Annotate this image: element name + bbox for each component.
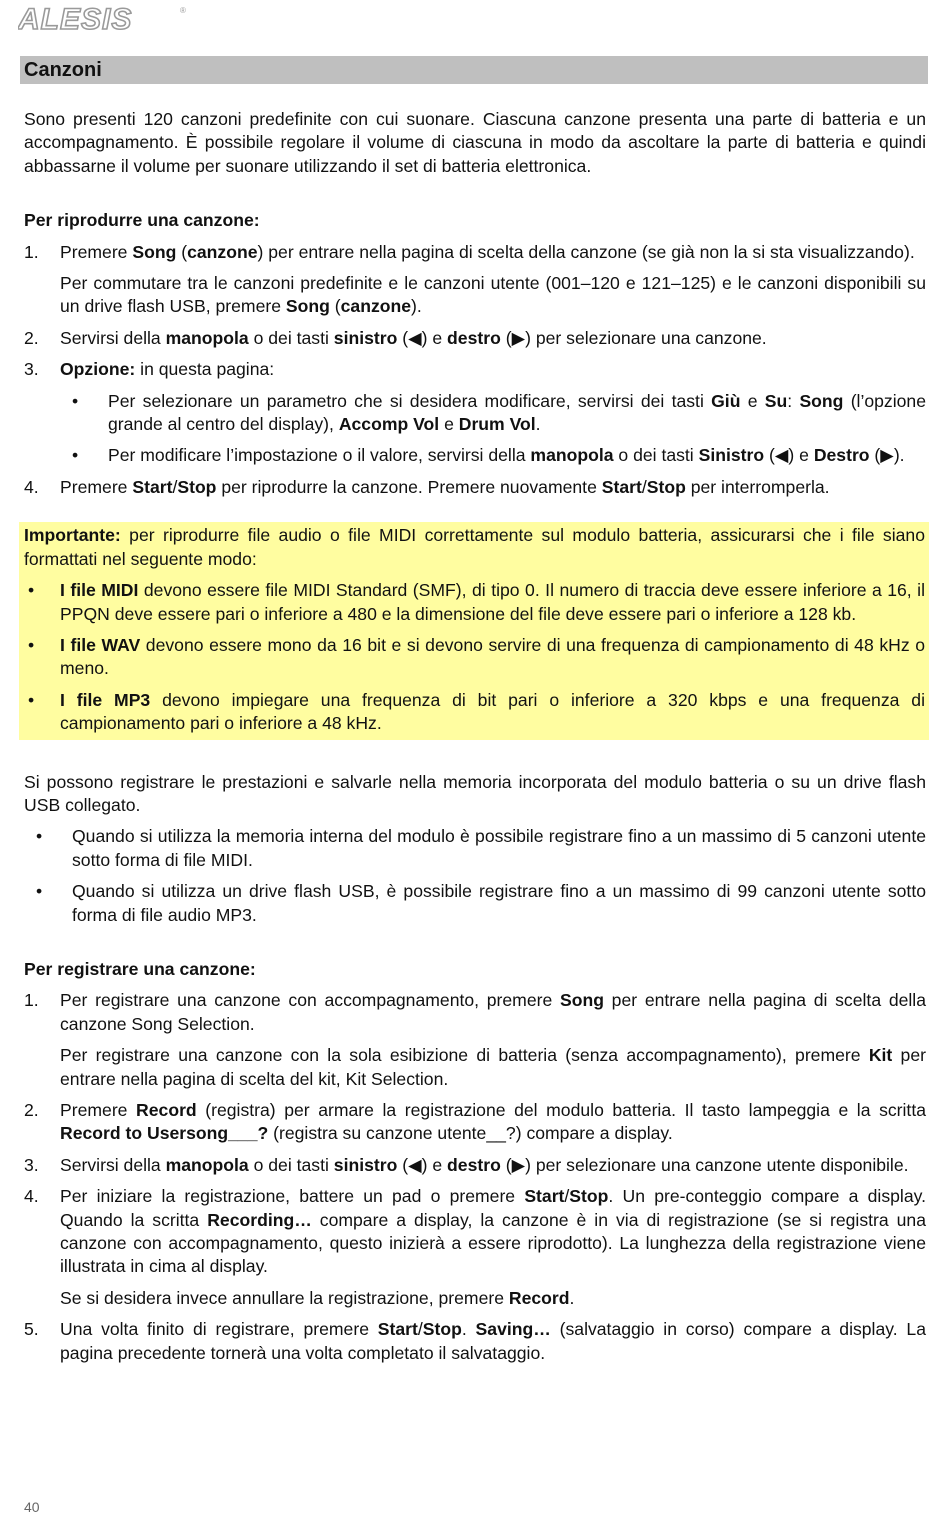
section-header-bar <box>20 56 928 84</box>
step-number: 2. <box>24 327 39 348</box>
step-number: 3. <box>24 1154 39 1175</box>
play-step-1: 1. Premere Song (canzone) per entrare nella pagina di scelta della canzone (se già non la si sta visualizzando). Per commutare tra le canzoni predefinite e le canzoni utente (001–120 e 121–125) e le canzoni disponibili su un drive flash USB, premere Song (canzone). <box>24 241 926 317</box>
play-heading: Per riprodurre una canzone: <box>24 210 260 231</box>
step-number: 4. <box>24 1186 39 1207</box>
record-step-1: 1. Per registrare una canzone con accompagnamento, premere Song per entrare nella pagina di scelta della canzone Song Selection. Per registrare una canzone con la sola esibizione di batteria (senza accompagnamento), premere Kit per entrare nella pagina di scelta del kit, Kit Selection. <box>24 990 926 1089</box>
svg-text:®: ® <box>180 6 186 15</box>
record-step-2: 2. Premere Record (registra) per armare la registrazione del modulo batteria. Il tasto lampeggia e la scritta Record to Usersong___? (registra su canzone utente__?) compare a display. <box>24 1100 926 1144</box>
item-text: devono essere mono da 16 bit e si devono servire di una frequenza di campionamento di 48 kHz o meno. <box>60 634 925 679</box>
step-number: 1. <box>24 990 39 1011</box>
list-item: • I file MIDI devono essere file MIDI Standard (SMF), di tipo 0. Il numero di traccia deve essere inferiore a 16, il PPQN deve essere pari o inferiore a 480 e la dimensione del file deve essere pari o inferiore a 128 kb. <box>28 580 925 624</box>
play-step-4: 4. Premere Start/Stop per riprodurre la canzone. Premere nuovamente Start/Stop per interromperla. <box>24 476 926 499</box>
record-step-3: 3. Servirsi della manopola o dei tasti sinistro (◀) e destro (▶) per selezionare una canzone utente disponibile. <box>24 1154 926 1177</box>
item-text: devono impiegare una frequenza di bit pari o inferiore a 320 kbps e una frequenza di campionamento pari o inferiore a 48 kHz. <box>60 689 925 734</box>
alesis-logo <box>18 3 190 33</box>
step-number: 5. <box>24 1319 39 1340</box>
svg-text:ALESIS: ALESIS <box>18 3 133 33</box>
list-item: • I file WAV devono essere mono da 16 bit e si devono servire di una frequenza di campionamento di 48 kHz o meno. <box>28 634 925 679</box>
important-label: Importante: <box>24 525 121 546</box>
step-number: 4. <box>24 476 39 497</box>
step-number: 1. <box>24 241 39 262</box>
list-item: • Per selezionare un parametro che si desidera modificare, servirsi dei tasti Giù e Su: Song (l’opzione grande al centro del display), Accomp Vol e Drum Vol. <box>72 390 926 435</box>
record-heading: Per registrare una canzone: <box>24 958 256 979</box>
section-title: Canzoni <box>24 59 102 81</box>
item-bold: I file MIDI <box>60 580 139 601</box>
list-item: • I file MP3 devono impiegare una frequenza di bit pari o inferiore a 320 kbps e una frequenza di campionamento pari o inferiore a 48 kHz. <box>28 689 925 734</box>
play-step-2: 2. Servirsi della manopola o dei tasti sinistro (◀) e destro (▶) per selezionare una canzone. <box>24 327 926 350</box>
item-bold: I file MP3 <box>60 689 151 710</box>
important-note-box <box>19 522 929 739</box>
play-step-3: 3. Opzione: in questa pagina: • Per selezionare un parametro che si desidera modificare, servirsi dei tasti Giù e Su: Song (l’opzione grande al centro del display), Accomp Vol e Drum Vol. • Per modificare l’impostazione o il valore, servirsi della manopola o dei tasti Sinistro (◀) e Destro (▶). <box>24 358 926 468</box>
item-text: devono essere file MIDI Standard (SMF), di tipo 0. Il numero di traccia deve essere inferiore a 16, il PPQN deve essere pari o inferiore a 480 e la dimensione del file deve essere pari o inferiore a 128 kb. <box>60 580 925 624</box>
record-step-5: 5. Una volta finito di registrare, premere Start/Stop. Saving… (salvataggio in corso) compare a display. La pagina precedente tornerà una volta completato il salvataggio. <box>24 1319 926 1363</box>
recording-bullets <box>24 825 926 927</box>
intro-paragraph: Sono presenti 120 canzoni predefinite con cui suonare. Ciascuna canzone presenta una parte di batteria e un accompagnamento. È possibile regolare il volume di ciascuna in modo da ascoltare la parte di batteria e quindi abbassarne il volume per suonare utilizzando il set di batteria elettronica. <box>24 109 926 176</box>
list-item: • Quando si utilizza la memoria interna del modulo è possibile registrare fino a un massimo di 5 canzoni utente sotto forma di file MIDI. <box>36 826 926 870</box>
list-item: • Quando si utilizza un drive flash USB, è possibile registrare fino a un massimo di 99 canzoni utente sotto forma di file audio MP3. <box>36 881 926 925</box>
step-number: 2. <box>24 1100 39 1120</box>
page-content <box>24 108 926 1373</box>
step-number: 3. <box>24 359 39 380</box>
record-step-4: 4. Per iniziare la registrazione, battere un pad o premere Start/Stop. Un pre-conteggio compare a display. Quando la scritta Recording… compare a display, la canzone è in via di registrazione (se si registra una canzone con accompagnamento, questo inizierà a essere riprodotto). La lunghezza della registrazione viene illustrata in cima al display. Se si desidera invece annullare la registrazione, premere Record. <box>24 1186 926 1308</box>
important-text: per riprodurre file audio o file MIDI correttamente sul modulo batteria, assicurarsi che i file siano formattati nel seguente modo: <box>24 525 925 569</box>
item-bold: I file WAV <box>60 634 141 655</box>
recording-intro: Si possono registrare le prestazioni e salvarle nella memoria incorporata del modulo batteria o su un drive flash USB collegato. <box>24 771 926 815</box>
page-number: 40 <box>24 1499 40 1515</box>
list-item: • Per modificare l’impostazione o il valore, servirsi della manopola o dei tasti Sinistro (◀) e Destro (▶). <box>72 445 905 466</box>
